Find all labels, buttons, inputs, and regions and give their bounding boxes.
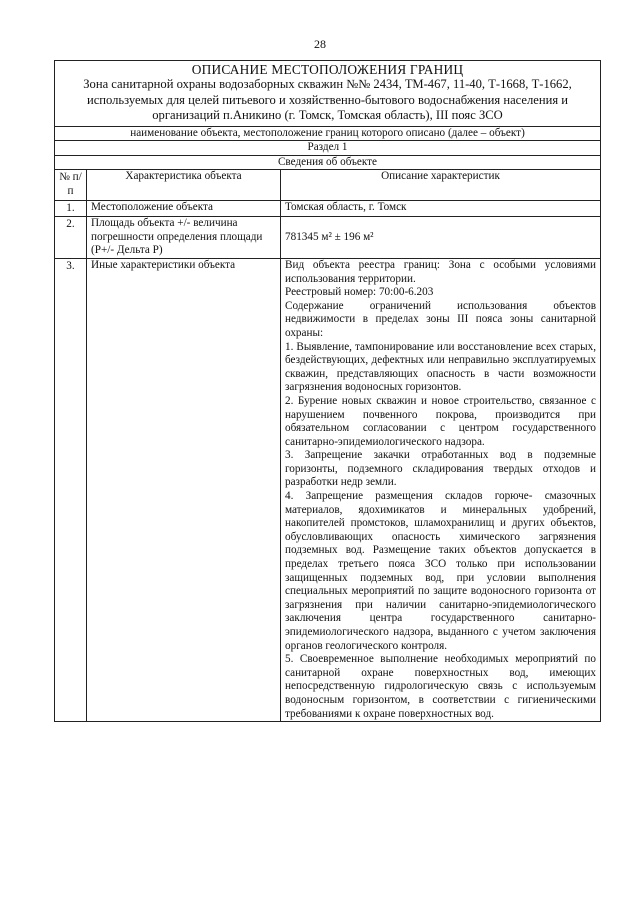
column-header-characteristic: Характеристика объекта bbox=[87, 170, 281, 200]
paragraph: 3. Запрещение закачки отработанных вод в подземные горизонты, подземного складирования твердых отходов и разработки недр земли. bbox=[285, 449, 597, 489]
paragraph: 4. Запрещение размещения складов горюче- смазочных материалов, ядохимикатов и минеральных удобрений, накопителей промстоков, шламохранилищ и других объектов, обусловливающих опасность химического загрязнения подземных вод. Размещение таких объектов допускается в пределах третьего пояса ЗСО только при использовании защищенных подземных вод, при условии выполнения специальных мероприятий по защите водоносного горизонта от загрязнения при наличии санитарно-эпидемиологического заключения центра государственного санитарно-эпидемиологического надзора, выданного с учетом заключения органов геологического контроля. bbox=[285, 490, 597, 652]
boundary-description-table bbox=[54, 60, 601, 722]
paragraph: Вид объекта реестра границ: Зона с особыми условиями использования территории. bbox=[285, 258, 597, 285]
table-row bbox=[55, 217, 601, 259]
row-value: 781345 м² ± 196 м² bbox=[281, 217, 601, 259]
row-number: 2. bbox=[55, 217, 87, 259]
section-subtitle-row bbox=[55, 155, 601, 170]
table-row bbox=[55, 258, 601, 721]
row-characteristic: Иные характеристики объекта bbox=[87, 258, 281, 721]
paragraph: Содержание ограничений использования объектов недвижимости в пределах зоны III пояса зоны санитарной охраны: bbox=[285, 299, 597, 339]
column-header-row bbox=[55, 170, 601, 200]
section-subtitle: Сведения об объекте bbox=[55, 155, 601, 170]
paragraph: 5. Своевременное выполнение необходимых мероприятий по санитарной охране поверхностных вод, имеющих непосредственную гидрологическую связь с используемым водоносным горизонтом, в соответствии с гигиеническими требованиями к охране поверхностных вод. bbox=[285, 653, 597, 720]
page-number: 28 bbox=[314, 37, 326, 51]
row-characteristic: Местоположение объекта bbox=[87, 200, 281, 217]
document-subtitle: Зона санитарной охраны водозаборных скважин №№ 2434, ТМ-467, 11-40, Т-1668, Т-1662, используемых для целей питьевого и хозяйственно-бытового водоснабжения населения и организаций п.Аникино (г. Томск, Томская область), III пояс ЗСО bbox=[83, 77, 572, 123]
object-caption: наименование объекта, местоположение границ которого описано (далее – объект) bbox=[55, 126, 601, 141]
paragraph: Реестровый номер: 70:00-6.203 bbox=[285, 286, 434, 299]
row-number: 3. bbox=[55, 258, 87, 721]
caption-row bbox=[55, 126, 601, 141]
row-number: 1. bbox=[55, 200, 87, 217]
document-title: ОПИСАНИЕ МЕСТОПОЛОЖЕНИЯ ГРАНИЦ bbox=[191, 62, 464, 77]
row-value bbox=[281, 258, 601, 721]
column-header-description: Описание характеристик bbox=[281, 170, 601, 200]
row-characteristic: Площадь объекта +/- величина погрешности определения площади (Р+/- Дельта Р) bbox=[87, 217, 281, 259]
paragraph: 1. Выявление, тампонирование или восстановление всех старых, бездействующих, дефектных или неправильно эксплуатируемых скважин, представляющих опасность в части возможности загрязнения водоносных горизонтов. bbox=[285, 340, 597, 394]
section-title: Раздел 1 bbox=[55, 141, 601, 156]
paragraph: 2. Бурение новых скважин и новое строительство, связанное с нарушением почвенного покрова, производится при обязательном согласовании с центром государственного санитарно-эпидемиологического надзора. bbox=[285, 394, 597, 448]
table-row bbox=[55, 200, 601, 217]
document-header bbox=[55, 61, 601, 127]
column-header-num: № п/п bbox=[55, 170, 87, 200]
title-row bbox=[55, 61, 601, 127]
row-value: Томская область, г. Томск bbox=[281, 200, 601, 217]
section-row bbox=[55, 141, 601, 156]
